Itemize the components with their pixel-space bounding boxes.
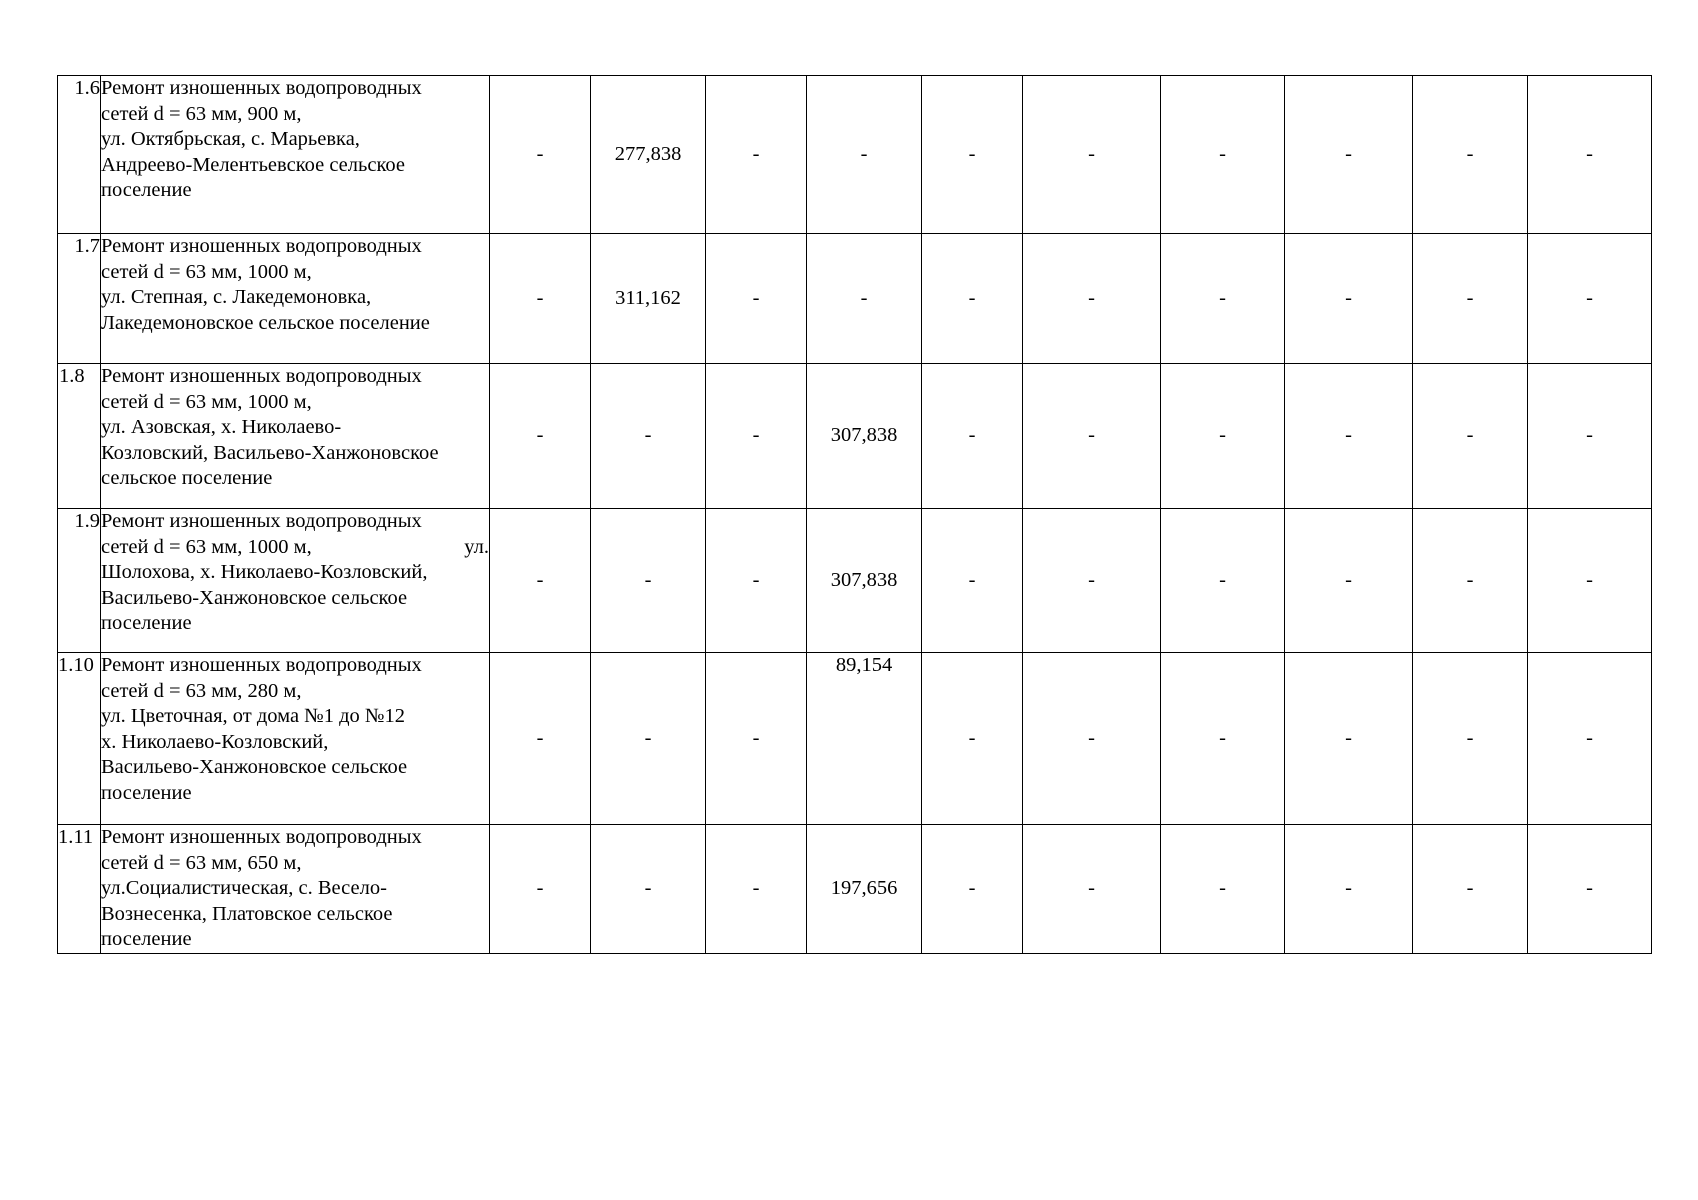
row-description: Ремонт изношенных водопроводных сетей d = 63 мм, 1000 м, ул. Степная, с. Лакедемоновка, Лакедемоновское сельское поселение [101,234,490,364]
value-cell: - [706,509,807,653]
value-cell: - [591,364,706,509]
value-cell: 307,838 [807,509,922,653]
row-number: 1.6 [58,76,101,234]
value-cell: - [706,653,807,825]
program-table [57,75,1652,954]
value-cell: - [490,509,591,653]
value-cell: - [706,364,807,509]
value-cell: - [490,825,591,954]
value-cell: - [1161,76,1285,234]
value-cell: - [706,825,807,954]
value-cell: - [1413,364,1528,509]
value-cell: - [807,76,922,234]
value-cell: - [1023,76,1161,234]
row-description: Ремонт изношенных водопроводных сетей d = 63 мм, 280 м, ул. Цветочная, от дома №1 до №12 х. Николаево-Козловский, Васильево-Ханжоновское сельское поселение [101,653,490,825]
value-cell: - [922,364,1023,509]
row-description: Ремонт изношенных водопроводных сетей d = 63 мм, 650 м, ул.Социалистическая, с. Весело- Вознесенка, Платовское сельское поселение [101,825,490,954]
value-cell: - [591,509,706,653]
table-row [58,234,1652,364]
value-cell: - [1023,825,1161,954]
value-cell: - [1161,234,1285,364]
value-cell: - [490,234,591,364]
value-cell: - [1413,825,1528,954]
value-cell: - [1161,825,1285,954]
value-cell: - [591,653,706,825]
value-cell: - [922,76,1023,234]
row-description: Ремонт изношенных водопроводных сетей d = 63 мм, 900 м, ул. Октябрьская, с. Марьевка, Андреево-Мелентьевское сельское поселение [101,76,490,234]
value-cell: - [1161,653,1285,825]
value-cell: 197,656 [807,825,922,954]
value-cell: - [1413,509,1528,653]
value-cell: - [1413,653,1528,825]
row-number: 1.9 [58,509,101,653]
value-cell: - [1528,234,1652,364]
value-cell: - [922,234,1023,364]
value-cell: - [1285,653,1413,825]
table-row [58,364,1652,509]
table-row [58,653,1652,825]
value-cell: 307,838 [807,364,922,509]
value-cell: - [490,653,591,825]
value-cell: - [1023,234,1161,364]
value-cell: 311,162 [591,234,706,364]
value-cell: - [1413,234,1528,364]
row-description [101,509,490,653]
row-description-rest: Шолохова, х. Николаево-Козловский, Васильево-Ханжоновское сельское поселение [101,561,428,634]
row-description: Ремонт изношенных водопроводных сетей d = 63 мм, 1000 м, ул. Азовская, х. Николаево- Козловский, Васильево-Ханжоновское сельское поселение [101,364,490,509]
value-cell: - [922,653,1023,825]
value-cell: - [1413,76,1528,234]
value-cell: - [1528,76,1652,234]
table-row [58,825,1652,954]
row-number: 1.11 [58,825,101,954]
table-row [58,76,1652,234]
document-page [57,75,1652,954]
value-cell: 277,838 [591,76,706,234]
value-cell: - [1528,509,1652,653]
value-cell: - [922,509,1023,653]
value-cell: - [1528,825,1652,954]
value-cell: - [490,76,591,234]
value-cell: - [1285,76,1413,234]
row-number: 1.7 [58,234,101,364]
table-row [58,509,1652,653]
value-cell: - [1528,364,1652,509]
value-cell: - [1023,364,1161,509]
value-cell: - [1161,364,1285,509]
value-cell: - [1285,825,1413,954]
value-cell: - [1023,653,1161,825]
value-cell: - [1528,653,1652,825]
row-number: 1.10 [58,653,101,825]
value-cell: - [922,825,1023,954]
value-cell: - [807,234,922,364]
value-cell: - [706,76,807,234]
value-cell: 89,154 [807,653,922,825]
value-cell: - [1161,509,1285,653]
value-cell: - [1285,509,1413,653]
row-description-street-prefix: ул. [464,535,489,558]
value-cell: - [1285,364,1413,509]
value-cell: - [1285,234,1413,364]
value-cell: - [1023,509,1161,653]
row-number: 1.8 [58,364,101,509]
value-cell: - [490,364,591,509]
value-cell: - [591,825,706,954]
value-cell: - [706,234,807,364]
row-description-main: Ремонт изношенных водопроводных сетей d = 63 мм, 1000 м, [101,510,422,558]
